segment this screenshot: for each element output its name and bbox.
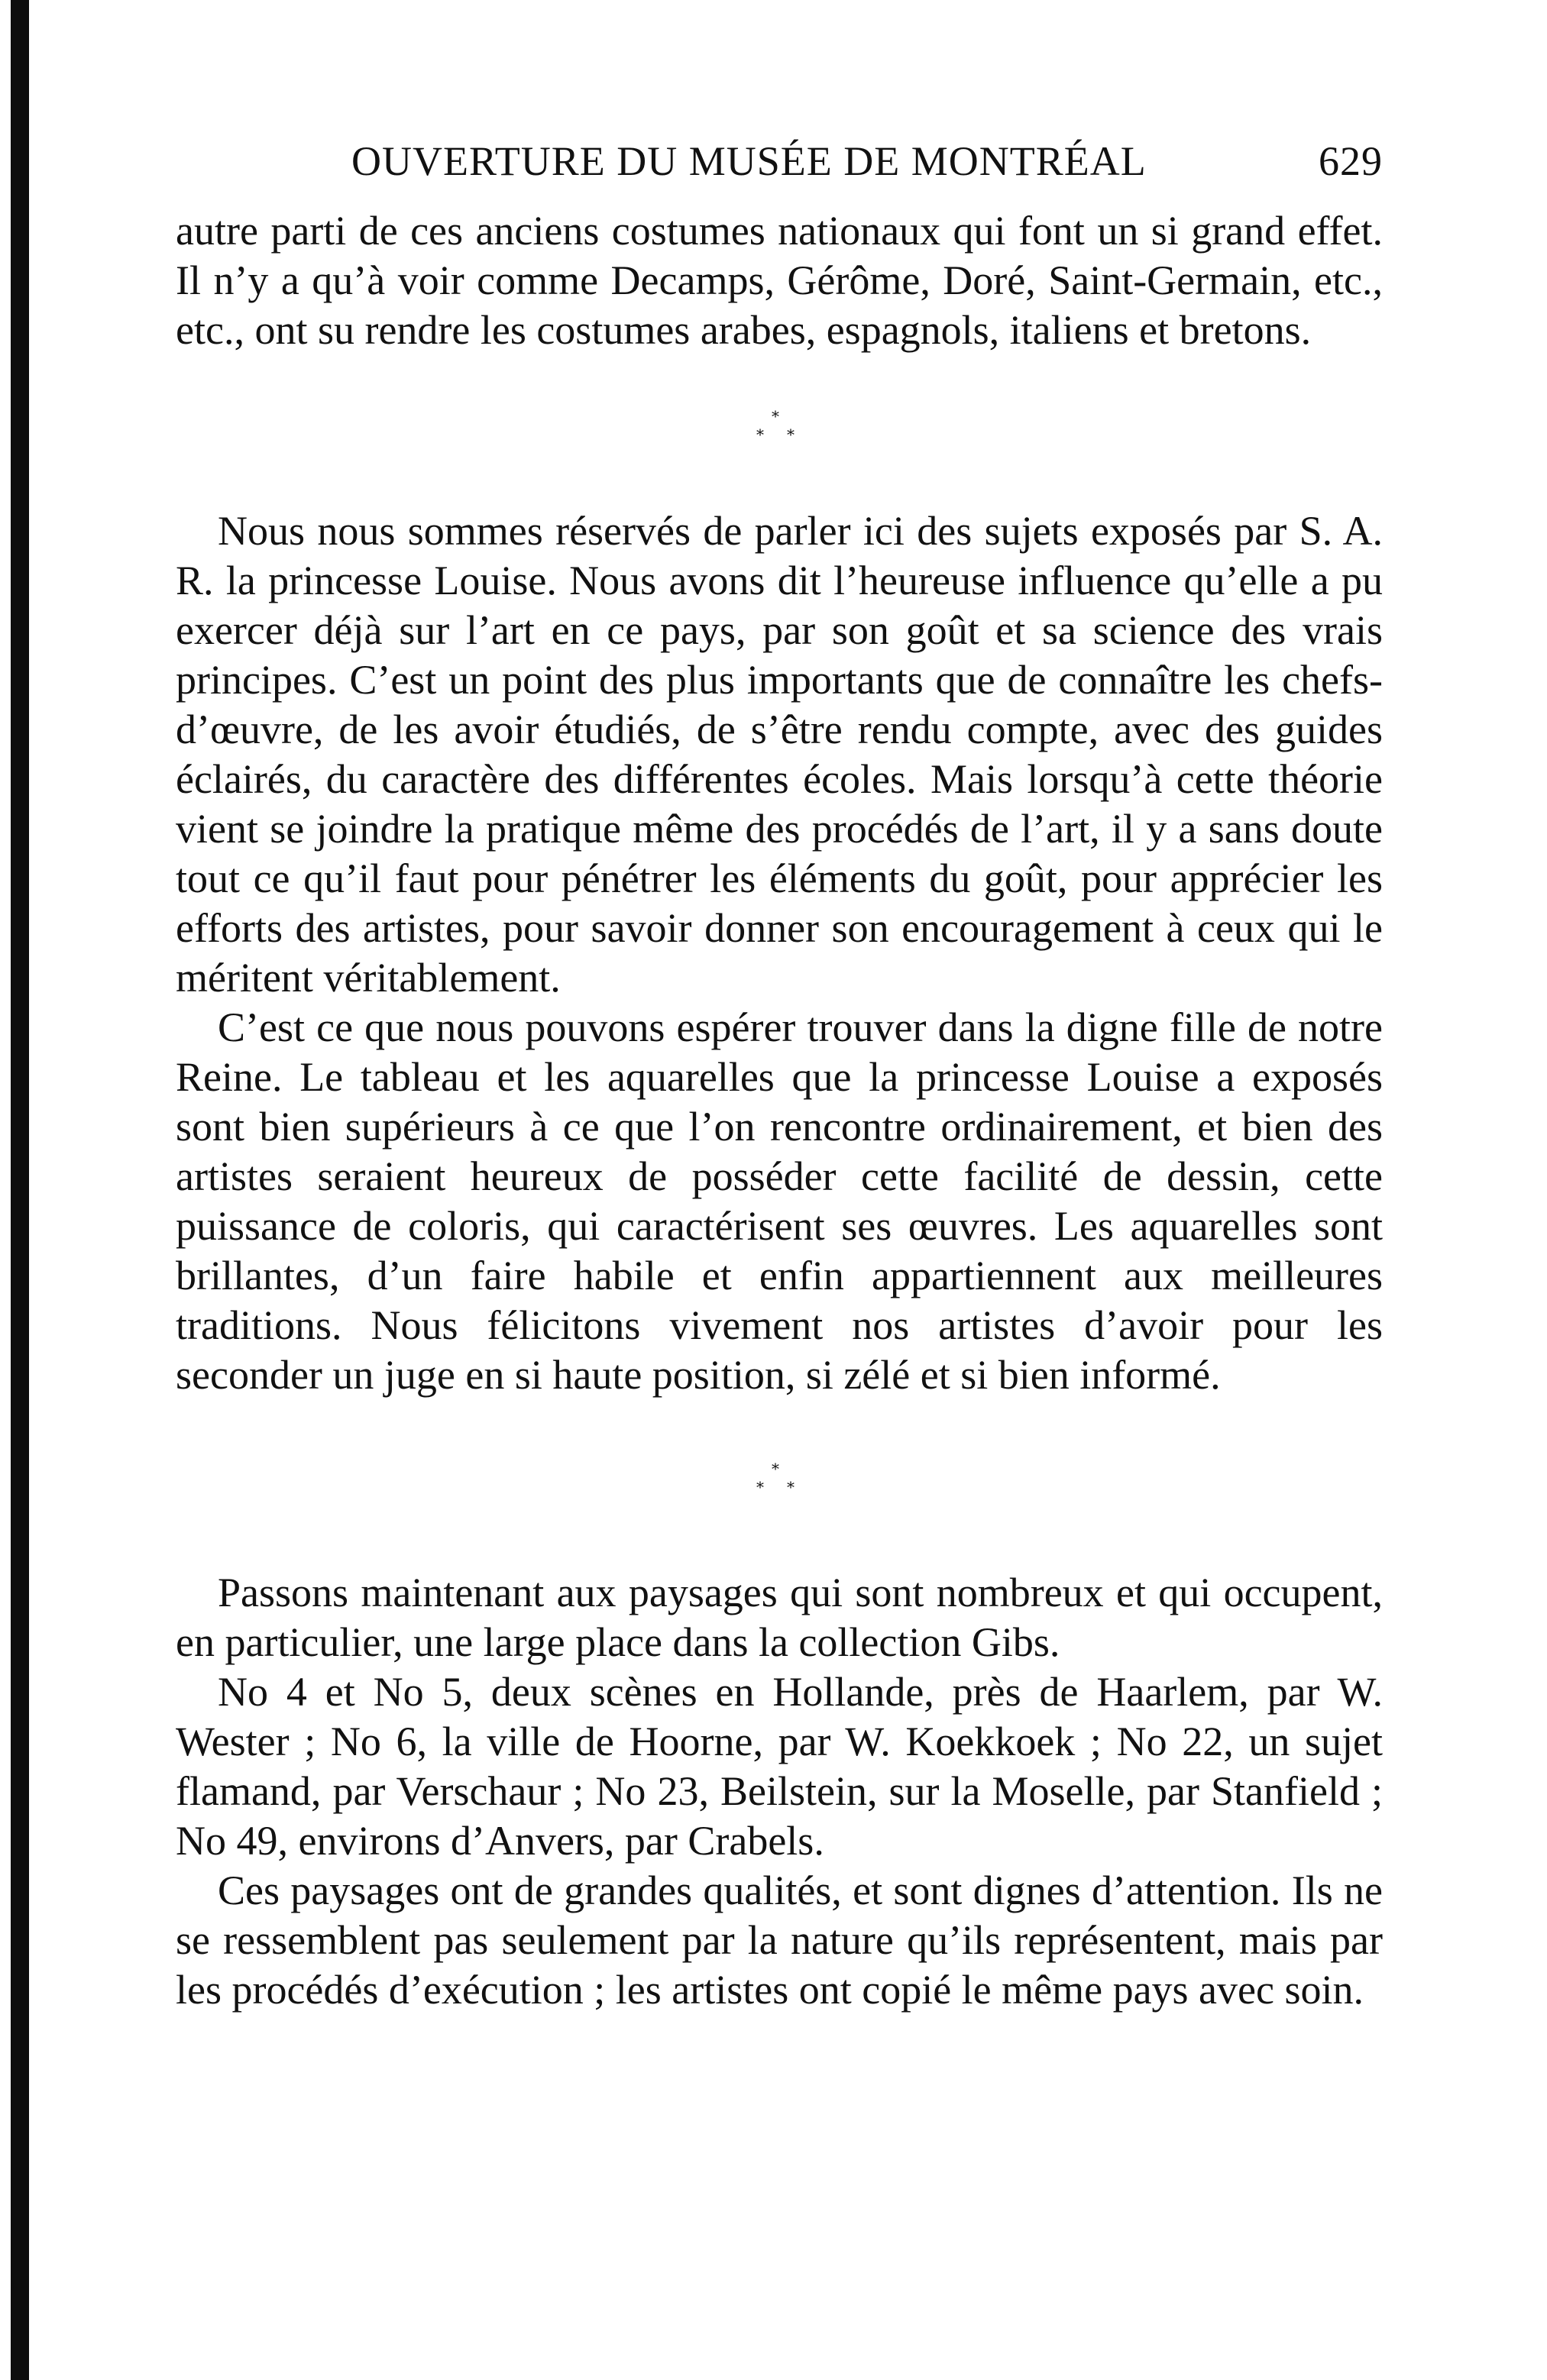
binding-edge	[11, 0, 29, 2380]
asterism-star: *	[756, 1478, 764, 1496]
asterism-star: *	[772, 1460, 779, 1478]
running-title: OUVERTURE DU MUSÉE DE MONTRÉAL	[351, 138, 1147, 184]
paragraph-princess-louise: Nous nous sommes réservés de parler ici des sujets exposés par S. A. R. la princesse Louise. Nous avons dit l’heureuse influence qu’elle a pu exercer déjà sur l’art en ce pays, par son goût et sa science des vrais principes. C’est un point des plus importants que de connaître les chefs-d’œuvre, de les avoir étudiés, de s’être rendu compte, avec des guides éclairés, du caractère des différentes écoles. Mais lorsqu’à cette théorie vient se joindre la pratique même des procédés de l’art, il y a sans doute tout ce qu’il faut pour pénétrer les éléments du goût, pour apprécier les efforts des artistes, pour savoir donner son encouragement à ceux qui le méritent véritablement.	[176, 508, 1383, 1001]
paragraph-watercolors: C’est ce que nous pouvons espérer trouver dans la digne fille de notre Reine. Le tableau et les aquarelles que la princesse Louise a exposés sont bien supérieurs à ce que l’on rencontre ordinairement, et bien des artistes seraient heureux de posséder cette facilité de dessin, cette puissance de coloris, qui caractérisent ses œuvres. Les aquarelles sont brillantes, d’un faire habile et enfin appartiennent aux meilleures traditions. Nous félicitons vivement nos artistes d’avoir pour les seconder un juge en si haute position, si zélé et si bien informé.	[176, 1004, 1383, 1398]
page-header	[176, 130, 1383, 206]
asterism-star: *	[772, 407, 779, 425]
paragraph-landscapes-list: No 4 et No 5, deux scènes en Hollande, près de Haarlem, par W. Wester ; No 6, la ville de Hoorne, par W. Koekkoek ; No 22, un sujet flamand, par Verschaur ; No 23, Beilstein, sur la Moselle, par Stanfield ; No 49, environs d’Anvers, par Crabels.	[176, 1669, 1383, 1864]
paragraph-continued: autre parti de ces anciens costumes nationaux qui font un si grand effet. Il n’y a qu’à voir comme Decamps, Gérôme, Doré, Saint-Germain, etc., etc., ont su rendre les costumes arabes, espagnols, italiens et bretons.	[176, 208, 1383, 353]
asterism-divider	[756, 409, 802, 454]
asterism-divider	[756, 1461, 802, 1507]
asterism-star: *	[756, 425, 764, 444]
paragraph-landscapes-qualities: Ces paysages ont de grandes qualités, et sont dignes d’attention. Ils ne se ressemblent pas seulement par la nature qu’ils représentent, mais par les procédés d’exécution ; les artistes ont copié le même pays avec soin.	[176, 1867, 1383, 2013]
book-page	[176, 130, 1383, 2015]
asterism-star: *	[787, 425, 795, 444]
page-number: 629	[1319, 138, 1383, 184]
asterism-star: *	[787, 1478, 795, 1496]
paragraph-landscapes-intro: Passons maintenant aux paysages qui sont nombreux et qui occupent, en particulier, une large place dans la collection Gibs.	[176, 1570, 1383, 1665]
